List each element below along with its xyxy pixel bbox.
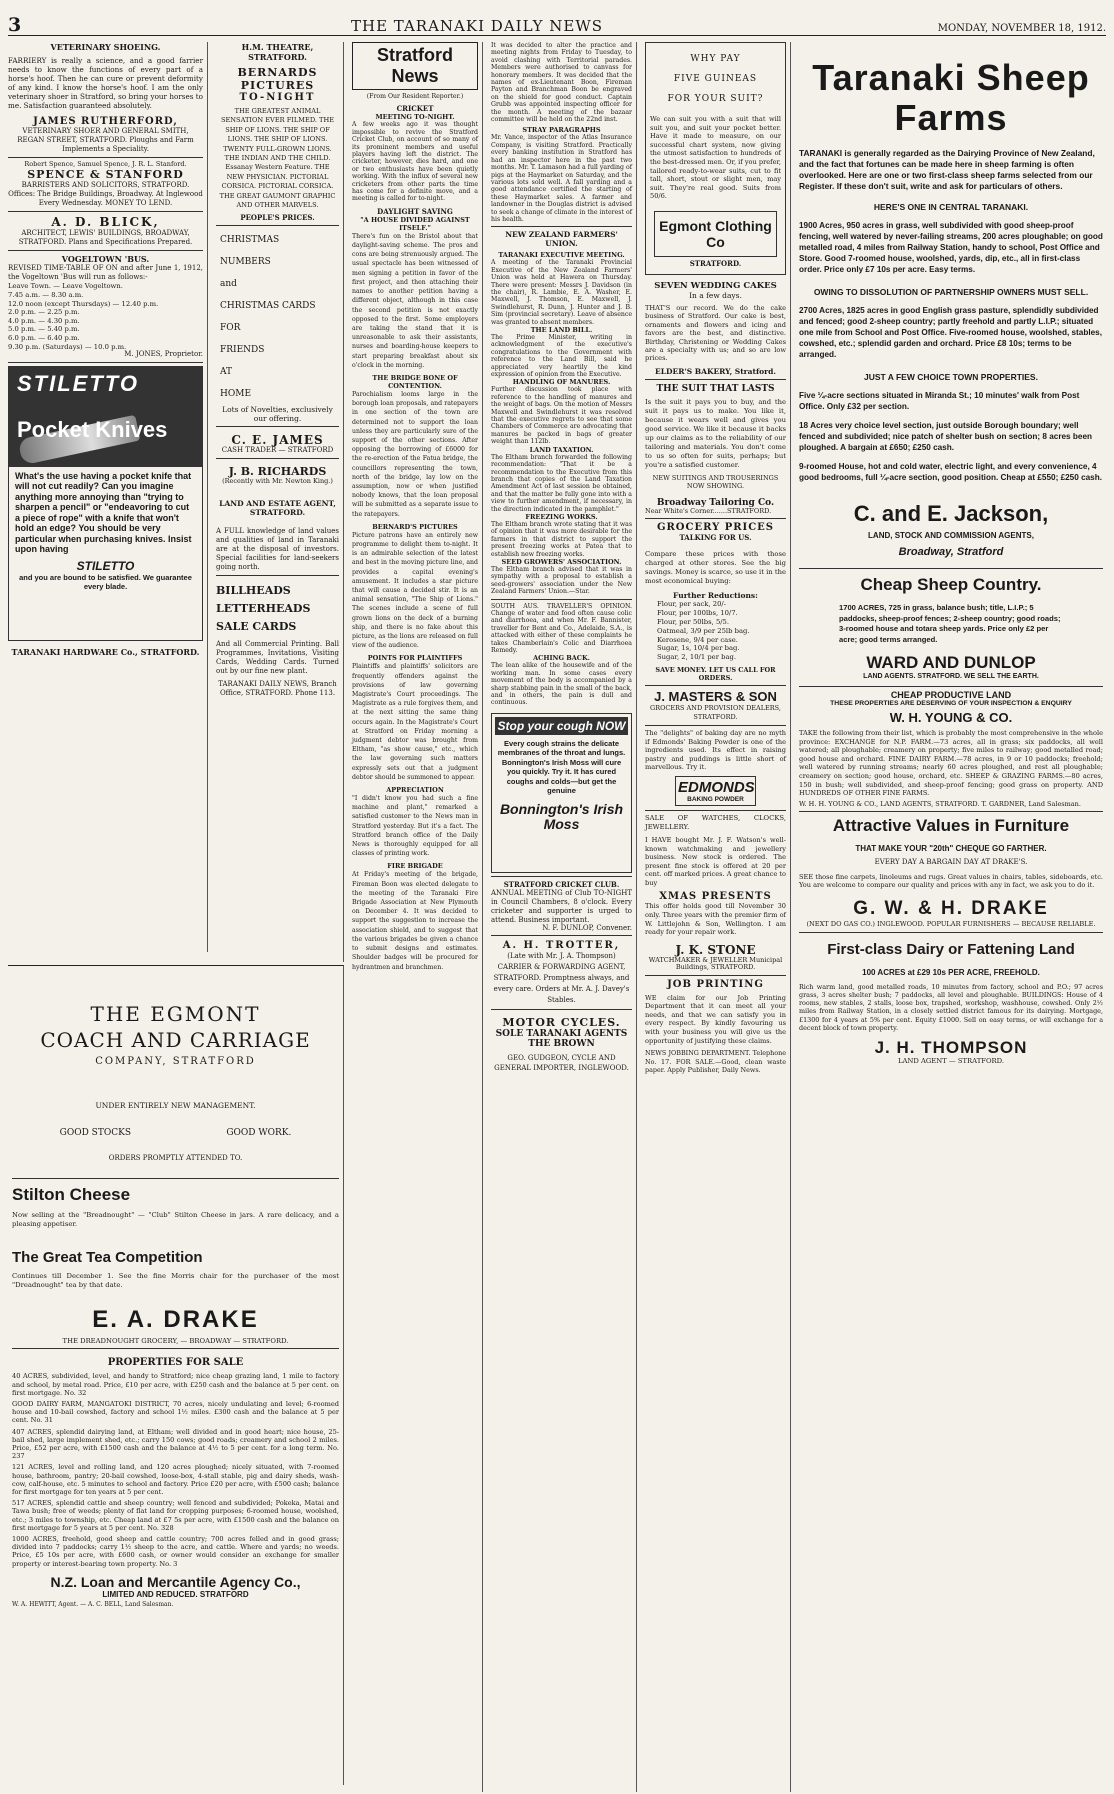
bus-body: REVISED TIME-TABLE OF ON and after June 1, 1912, the Vogeltown 'Bus will run as follows:- [8, 264, 203, 282]
save-money: SAVE MONEY. LET US CALL FOR ORDERS. [655, 665, 776, 682]
cough-heading: Stop your cough NOW [495, 717, 628, 735]
edmonds-sub: BAKING POWDER [687, 795, 744, 803]
town-property: 9-roomed House, hot and cold water, electric light, and every convenience, 4 good bedrooms, full ¼-acre section, good position. Cheap at £550; £250 cash. [799, 462, 1103, 482]
reduction-item: Sugar, 2, 10/1 per bag. [657, 653, 737, 662]
theatre-heading: H.M. THEATRE, STRATFORD. [241, 42, 314, 62]
christmas-footer: Lots of Novelties, exclusively our offering. [222, 405, 333, 424]
bus-time-row: Leave Town. — Leave Vogeltown. [8, 282, 123, 291]
rutherford-name: JAMES RUTHERFORD, [33, 116, 178, 127]
suit-heading [650, 49, 781, 109]
knife-body: What's the use having a pocket knife that will not cut readily? Can you imagine anything more annoying than "trying to sharpen a pencil" or "endeavoring to cut a piece of rope" with a knife that won't hold an edge? You should be very particular when purchasing knives. Insist upon having [15, 470, 192, 555]
landbill-body: The Prime Minister, writing in acknowledgment of the executive's congratulations to the Government with reference to the Land Bill, said he appreciated very heartily the kind expression of opinion from the Executive. [491, 334, 632, 379]
theatre-body: THE GREATEST ANIMAL SENSATION EVER FILMED. THE SHIP OF LIONS. THE SHIP OF LIONS. THE SHIP OF LIONS. TWENTY FULL-GROWN LIONS. THE INDIAN AND THE CHILD. Essanay Western Feature. THE NEW PHYSICIAN. PICTORIAL CORSICA. PICTORIAL CORSICA. THE GREAT GAUMONT GRAPHIC AND OTHER MARVELS. [219, 107, 336, 210]
reduction-item: Sugar, 1s, 10/4 per bag. [657, 644, 740, 653]
stray-heading: STRAY PARAGRAPHS [522, 126, 601, 135]
trotter-name: A. H. TROTTER, [502, 940, 621, 952]
lasts-heading: THE SUIT THAT LASTS [656, 383, 775, 394]
christmas-advertisement [216, 229, 339, 405]
christmas-line: FRIENDS [220, 345, 265, 356]
town-property: 18 Acres very choice level section, just outside Borough boundary; well fenced and subdivided; nice patch of shelter bush on section; 8 acres been ploughed. A bargain at £650; £250 cash. [799, 421, 1092, 452]
christmas-line: CHRISTMAS [220, 235, 280, 246]
furniture-day: EVERY DAY A BARGAIN DAY AT DRAKE'S. [874, 858, 1028, 867]
young-heading: CHEAP PRODUCTIVE LAND [890, 690, 1012, 700]
christmas-line: NUMBERS [220, 257, 271, 268]
stone-name: J. K. STONE [675, 942, 756, 957]
suit-line: WHY PAY [690, 54, 741, 64]
cakes-heading: SEVEN WEDDING CAKES [654, 280, 777, 291]
watches-body: I HAVE bought Mr. J. F. Watson's well-known watchmaking and jewellery business. New stock is ordered. The present fine stock is offered at 20 per cent. off marked prices. A great chance to buy [645, 835, 786, 887]
knife-brand-repeat: STILETTO [76, 558, 135, 573]
stilton-heading: Stilton Cheese [12, 1185, 131, 1204]
dairy-body: Rich warm land, good metalled roads, 10 minutes from factory, school and P.O.; 97 acres grass, 3 acres shelter bush; 7 paddocks, all level and ploughable. BUILDINGS: House of 4 rooms, new stables, 2 stalls, loose box, trapshed, workshop, washhouse, cowshed. Only 2½ miles from Railway Station, in a closely settled district famous for its dairying. Mortgage, £1300 for 4 years at 5% per cent. Equity £1000. Sell on easy terms, or will exchange for a decent block of town property. [799, 982, 1103, 1032]
taxation-body: The Eltham branch forwarded the following recommendation: "That it be a recommendation to the Executive from this branch that copies of the Land Taxation Amendment Act of last session be obtained, and that the matter be fully gone into with a view to further amendment, if necessary, in the direction indicated in the pamphlet." [491, 453, 632, 513]
bridge-body: Parochialism looms large in the borough loan proposals, and ratepayers in one section of the town are determined not to support the loan unless they are particularly sure of the support of the other sections. After opposing the borrowing of £6000 for the re-erection of the Fatua bridge, the councillors representing the town, north of the bridge, lay low on the assumption, now or when justified nobody knows, that the loan proposal will be submitted as a separate issue to the ratepayers. [352, 390, 478, 518]
drake-furnishers-name: G. W. & H. DRAKE [853, 897, 1049, 919]
landbill-heading: THE LAND BILL. [530, 326, 593, 334]
masters-body: GROCERS AND PROVISION DEALERS, STRATFORD. [650, 703, 781, 721]
knife-advertisement [8, 366, 203, 641]
egmont-line2: COACH AND CARRIAGE [40, 1028, 311, 1052]
rutherford-body: VETERINARY SHOER AND GENERAL SMITH, REGAN STREET, STRATFORD. Ploughs and Farm Implements a Speciality. [17, 127, 194, 153]
property-item: 517 ACRES, splendid cattle and sheep country; well fenced and subdivided; Pokeka, Matai and Tawa bush; free of weeds; plenty of flat land for cropping purposes; 6-roomed house, woolshed, etc.; 3 miles to township, etc. Cheap land at £7 5s per acre, with £1500 cash and the balance on first mortgage for 5 years at 5 per cent. No. 328 [12, 1499, 339, 1532]
bus-time-row: 4.0 p.m. — 4.30 p.m. [8, 316, 80, 325]
broadway-place: Near White's Corner.......STRATFORD. [645, 506, 772, 515]
property-item: GOOD DAIRY FARM, MANGATOKI DISTRICT, 70 acres, nicely undulating and level; 6-roomed house and 10-bail cowshed, factory and school 1½ miles. £300 cash and the balance at 5 per cent. No. 31 [12, 1400, 339, 1425]
furniture-heading: Attractive Values in Furniture [832, 816, 1070, 836]
dissolution-body: 2700 Acres, 1825 acres in good English grass pasture, splendidly subdivided and fenced; good 2-sheep country; partly freehold and partly L.I.P.; situated one mile from School and Post Office. Five-roomed house, woolshed, stables, cowshed, etc.; splendid garden and orchard. Price £8 10s; terms to be arranged. [799, 306, 1102, 359]
club-heading: STRATFORD CRICKET CLUB. [503, 879, 620, 889]
bus-time-row: 12.0 noon (except Thursdays) — 12.40 p.m. [8, 299, 159, 308]
christmas-line: AT [220, 367, 233, 378]
dreadnought-drake-body: THE DREADNOUGHT GROCERY, — BROADWAY — STRATFORD. [62, 1337, 289, 1345]
young-sub: THESE PROPERTIES ARE DESERVING OF YOUR INSPECTION & ENQUIRY [830, 700, 1072, 707]
reductions-heading: Further Reductions: [673, 591, 758, 601]
dairy-sub: 100 ACRES at £29 10s PER ACRE, FREEHOLD. [862, 967, 1040, 977]
property-item: 121 ACRES, level and rolling land, and 120 acres ploughed; nicely situated, with 7-roomed house, bathroom, pantry; 20-bail cowshed, loose-box, 4-stall stable, pig and dairy sheds, wash- cow, calf-house, etc. 5 minutes to school and factory. Price £20 per acre, with £500 cash; balance for first mortgage for ten years at 5 per cent. [12, 1463, 339, 1497]
xmas-body: This offer holds good till November 30 only. Three years with the premier firm of W. Littlejohn & Son, Wellington. I am ready for your repair work. [645, 902, 786, 937]
column-1 [8, 42, 208, 952]
edmonds-body: The "delights" of baking day are no myth if Edmonds' Baking Powder is one of the ingredients used. Its effect in raising pastry and puddings is little short of marvellous. Try it. [645, 728, 786, 772]
newspaper-title: THE TARANAKI DAILY NEWS [350, 17, 604, 35]
young-footer: W. H. H. YOUNG & CO., LAND AGENTS, STRATFORD. T. GARDNER, Land Salesman. [799, 799, 1081, 808]
richards-note: (Recently with Mr. Newton King.) [222, 476, 333, 485]
column-3 [348, 42, 483, 1792]
central-body: 1900 Acres, 950 acres in grass, well subdivided with good sheep-proof fencing, well watered by never-failing streams, 200 acres ploughable; on good metalled road, 4 miles from Railway Station, handy to school, Post Office and Store. Good 7-roomed house, woolshed, yards, dip, etc., all in first-class order. Price only £7 10s per acre. Easy terms. [799, 221, 1103, 274]
suit-line: FIVE GUINEAS [673, 74, 758, 84]
job-heading: JOB PRINTING [667, 978, 764, 990]
young-name: W. H. YOUNG & CO. [889, 710, 1013, 725]
printing-office: TARANAKI DAILY NEWS, Branch Office, STRATFORD. Phone 113. [218, 680, 337, 698]
bridge-heading: THE BRIDGE BONE OF CONTENTION. [372, 373, 458, 390]
suit-line: FOR YOUR SUIT? [667, 94, 764, 104]
thompson-body: LAND AGENT — STRATFORD. [897, 1056, 1005, 1065]
column-5 [641, 42, 791, 1792]
page-number: 3 [8, 14, 22, 36]
bus-time-row: 9.30 p.m. (Saturdays) — 10.0 p.m. [8, 342, 127, 351]
bus-time-row: 5.0 p.m. — 5.40 p.m. [8, 325, 80, 334]
egmont-goods [12, 1128, 339, 1138]
drake-furnishers-body: (NEXT DO GAS CO.) INGLEWOOD. POPULAR FURNISHERS — BECAUSE RELIABLE. [806, 919, 1096, 928]
edmonds-logo [675, 776, 756, 806]
printing-line: LETTERHEADS [216, 602, 311, 616]
thompson-name: J. H. THOMPSON [874, 1037, 1028, 1057]
motor-sub: SOLE TARANAKI AGENTS THE BROWN [495, 1029, 628, 1050]
aching-body: The lean alike of the housewife and of the working man. In some cases every movement of the body is accompanied by a sharp stabbing pain in the small of the back, and in others, the pain is dull and continuous. [491, 662, 632, 707]
traveller-body: SOUTH AUS. TRAVELLER'S OPINION. Change of water and food often cause colic and diarrhoea, and when Mr. F. Bannister, traveller for Bent and Co., Adelaide, S.A., is attacked with either of these complaints he takes Chamberlain's Colic and Diarrhoea Remedy. [491, 602, 632, 655]
tea-heading: The Great Tea Competition [12, 1249, 203, 1266]
christmas-line: CHRISTMAS CARDS [220, 301, 316, 312]
club-sign: N. F. DUNLOP, Convener. [542, 923, 632, 932]
egmont-clothing: Egmont Clothing Co [654, 211, 777, 257]
christmas-line: FOR [220, 323, 241, 334]
richards-name: J. B. RICHARDS [228, 464, 327, 478]
central-heading: HERE'S ONE IN CENTRAL TARANAKI. [873, 202, 1029, 212]
town-heading: JUST A FEW CHOICE TOWN PROPERTIES. [864, 372, 1038, 382]
knife-title: Pocket Knives [17, 416, 168, 442]
appreciation-heading: APPRECIATION [386, 786, 444, 795]
suit-advertisement [645, 42, 786, 275]
brigade-heading: FIRE BRIGADE [387, 862, 443, 871]
cough-brand: Bonnington's Irish Moss [499, 800, 624, 832]
dissolution-heading: OWING TO DISSOLUTION OF PARTNERSHIP OWNERS MUST SELL. [813, 287, 1089, 297]
lasts-body: Is the suit it pays you to buy, and the suit it pays us to make. You like it, because it wears well and gives you good service. We like it because it backs up our claims as to the reliability of our tailoring and materials. You don't come to us so often for suits, perhaps; but you're a satisfied customer. [645, 397, 786, 469]
manures-heading: HANDLING OF MANURES. [512, 378, 611, 387]
sheep-farms-title: Taranaki Sheep Farms [812, 57, 1090, 138]
taxation-heading: LAND TAXATION. [529, 445, 594, 454]
printing-line: SALE CARDS [216, 620, 297, 634]
spence-body: BARRISTERS AND SOLICITORS, STRATFORD. Offices: The Bridge Buildings, Broadway. At Inglewood Every Wednesday. MONEY TO LEND. [8, 181, 203, 208]
bernards-heading: BERNARD'S PICTURES [372, 522, 458, 531]
bus-proprietor: M. JONES, Proprietor. [124, 350, 203, 359]
egmont-good2: GOOD WORK. [226, 1128, 292, 1138]
suit-body: We can suit you with a suit that will suit you, and suit your pocket better. Have it made to measure, on our successful chart system, now giving the utmost satisfaction to hundreds of the best-dressed men. Or, if you prefer, tailored ready-to-wear suits, cut to fit tall, short, stout or slight men, may suit. They're real good. Suits from 50/6. [650, 115, 781, 201]
grocery-body: Compare these prices with those charged at other stores. See the big savings. Money is scarce, so use it in the most economical buying: [645, 550, 786, 585]
lasts-new: NEW SUITINGS AND TROUSERINGS NOW SHOWING. [652, 473, 779, 490]
printing-line: BILLHEADS [216, 584, 291, 598]
cakes-sub: In a few days. [689, 290, 742, 300]
christmas-line: and [220, 279, 237, 290]
reduction-item: Flour, per 100lbs, 10/7. [657, 609, 738, 618]
land-heading: LAND AND ESTATE AGENT, STRATFORD. [219, 499, 336, 518]
knife-seller: TARANAKI HARDWARE Co., STRATFORD. [11, 646, 200, 657]
freezing-heading: FREEZING WORKS. [525, 512, 598, 521]
seed-heading: SEED GROWERS' ASSOCIATION. [501, 557, 622, 566]
reduction-item: Oatmeal, 3/9 per 25lb bag. [657, 626, 750, 635]
executive-heading: TARANAKI EXECUTIVE MEETING. [498, 251, 625, 260]
cough-advertisement [491, 713, 632, 873]
properties-list [12, 1372, 339, 1567]
issue-date: MONDAY, NOVEMBER 18, 1912. [937, 23, 1106, 34]
daylight-sub: "A HOUSE DIVIDED AGAINST ITSELF." [360, 215, 470, 232]
egmont-orders: ORDERS PROMPTLY ATTENDED TO. [108, 1154, 243, 1162]
printing-advertisement [216, 582, 339, 636]
cricket-body: A few weeks ago it was thought impossible to revive the Stratford Cricket Club, on account of so many of its prominent members and useful players having left the district. The cricketer, however, dies hard, and one or two enthusiasts have been quietly working. With the influx of several new cricketers from other parts the time has come for a definite move, and a meeting is called for to-night. [352, 121, 478, 203]
cricket-sub: MEETING TO-NIGHT. [375, 113, 455, 122]
column-6 [795, 42, 1107, 1792]
cough-body: Every cough strains the delicate membranes of the throat and lungs. Bonnington's Irish Moss will cure you quickly. Try it. It has cured coughs and colds—but get the genuine [497, 738, 626, 796]
freezing-body: The Eltham branch wrote stating that it was of opinion that it was more desirable for the farmers in that district to support the present freezing works at Patea that to establish new freezing works. [491, 520, 632, 558]
property-item: 407 ACRES, splendid dairying land, at Eltham; well divided and in good heart; nice house, 25-bail shed, large implement shed, etc.; carry 150 cows; good roads; creamery and school 2 miles. Price, £52 per acre, with £1500 cash and the balance at 4½ to 5 per cent. for a long term. No. 237 [12, 1427, 339, 1461]
egmont-good1: GOOD STOCKS [59, 1128, 132, 1138]
jackson-body: LAND, STOCK AND COMMISSION AGENTS, [868, 531, 1034, 540]
column-4 [487, 42, 637, 1792]
seed-body: The Eltham branch advised that it was in sympathy with a proposal to establish a seed-growers' association under the New Zealand Farmers' Union.—Star. [491, 565, 632, 596]
reduction-item: Kerosene, 9/4 per case. [657, 635, 738, 644]
furniture-body: SEE those fine carpets, linoleums and rugs. Great values in chairs, tables, sideboards, etc. You are welcome to compare our quality and prices with any in fact, we ask you to do it. [799, 872, 1103, 890]
brigade-continued: It was decided to alter the practice and meeting nights from Friday to Tuesday, to avoid clashing with Territorial parades. Members were authorised to canvass for honorary members. It was decided that the names of ex-Lieutenant Boon, Fireman Payton and Branchman Boon be engraved on the shield for good conduct. Captain Grubb was appointed inspecting officer for the month. A meeting of the bazaar committee will be held on the 22nd inst. [491, 42, 632, 124]
executive-body: A meeting of the Taranaki Provincial Executive of the New Zealand Farmers' Union was held at Hawera on Thursday. There were present: Messrs J. Davidson (in the chair), R. Lambie, E. A. Washer, E. Maxwell, J. Thomson, E. Maxwell, J. Swindlehurst, R. Dunn, J. Hunter and J. B. Sim (provincial secretary). Leave of absence was granted to absent members. [491, 259, 632, 326]
bus-time-row: 6.0 p.m. — 6.40 p.m. [8, 333, 80, 342]
job-footer: NEWS JOBBING DEPARTMENT. Telephone No. 17. FOR SALE.—Good, clean waste paper. Apply Publisher, Daily News. [645, 1049, 786, 1075]
stratford-news-subtitle: (From Our Resident Reporter.) [366, 93, 464, 100]
knife-banner [9, 367, 202, 467]
points-heading: POINTS FOR PLAINTIFFS [367, 654, 463, 663]
reduction-item: Flour, per sack, 20/- [657, 600, 726, 609]
egmont-place: STRATFORD. [689, 258, 742, 268]
theatre-prices: PEOPLE'S PRICES. [240, 213, 315, 223]
property-item: 1000 ACRES, freehold, good sheep and cattle country; 700 acres felled and in good grass; divided into 7 paddocks; carry 1½ sheep to the acre, and cattle. Where and yards; no weeds. Price, £5 10s per acre, with £600 cash, or owner would consider an exchange for smaller property or interest-bearing town property. No. 3 [12, 1535, 339, 1568]
club-body: ANNUAL MEETING of Club TO-NIGHT in Council Chambers, 8 o'clock. Every cricketer and supporter is urged to attend. Business important. [491, 888, 632, 924]
town-property: Five ¼-acre sections situated in Miranda St.; 10 minutes' walk from Post Office. Only £32 per section. [799, 391, 1080, 411]
egmont-line3: COMPANY, STRATFORD [95, 1056, 256, 1067]
bus-heading: VOGELTOWN 'BUS. [61, 254, 150, 265]
egmont-mgmt: UNDER ENTIRELY NEW MANAGEMENT. [95, 1101, 256, 1110]
town-properties [799, 390, 1103, 483]
theatre-title: BERNARDS PICTURES [237, 66, 318, 92]
dreadnought-drake-name: E. A. DRAKE [92, 1306, 259, 1333]
daylight-heading: DAYLIGHT SAVING [377, 206, 453, 216]
nz-loan-name: N.Z. Loan and Mercantile Agency Co., [50, 1573, 301, 1590]
stratford-news-title: Stratford News [352, 42, 478, 90]
egmont-line1: THE EGMONT [90, 1002, 261, 1026]
cheap-heading: Cheap Sheep Country. [860, 575, 1042, 594]
grocery-sub: TALKING FOR US. [679, 533, 752, 543]
knife-footer: and you are bound to be satisfied. We guarantee every blade. [19, 572, 192, 591]
christmas-line: HOME [220, 389, 252, 400]
reductions-list [645, 600, 786, 662]
motor-heading: MOTOR CYCLES. [502, 1016, 621, 1030]
stilton-body: Now selling at the "Breadnought" — "Club" Stilton Cheese in jars. A rare delicacy, and a pleasing appetiser. [12, 1211, 339, 1228]
daylight-body: There's fun on the Bristol about that daylight-saving scheme. The pros and cons are being strenuously argued. The usual spectacle has been witnessed of men signing a petition in favor of the first project, and then attaching their names to another petition having a different object, although in this case the second petition is not exactly opposed to the first. Some employers are taking the stand that it is unreasonable to ask their assistants, nurses and boarding-house keepers to start preparing breakfast about six o'clock in the morning. [352, 232, 478, 369]
grocery-heading: GROCERY PRICES [656, 522, 775, 534]
sheep-farms-intro: TARANAKI is generally regarded as the Dairying Province of New Zealand, and the fact that fortunes can be made here in sheep farming is often overlooked. Here are one or two first-class sheep farms selected from our Register. If these don't suit, write and ask for particulars of others. [799, 148, 1095, 191]
property-item: 40 ACRES, subdivided, level, and handy to Stratford; nice cheap grazing land, 1 mile to factory and school, by metal road. Price, £10 per acre, with £250 cash and the balance at 5 per cent. on first mortgage. No. 32 [12, 1372, 339, 1397]
stone-body: WATCHMAKER & JEWELLER Municipal Buildings, STRATFORD. [648, 955, 783, 972]
watches-heading: SALE OF WATCHES, CLOCKS, JEWELLERY. [645, 813, 786, 831]
bus-time-row: 7.45 a.m. — 8.30 a.m. [8, 291, 84, 299]
appreciation-body: "I didn't know you had such a fine machine and plant," remarked a satisfied customer to the News man in Stratford yesterday. But it's a fact. The Stratford branch office of the Daily News is thoroughly equipped for all classes of printing work. [352, 795, 478, 858]
job-body: WE claim for our Job Printing Department that it can meet all your needs, and that we can satisfy you in every respect. By kindly favouring us with your business you will give us the opportunity of justifying these claims. [645, 993, 786, 1045]
masthead [8, 14, 1106, 36]
broadway-tailoring: Broadway Tailoring Co. [656, 497, 775, 508]
furniture-sub: THAT MAKE YOUR "20th" CHEQUE GO FARTHER. [855, 844, 1047, 854]
cricket-heading: CRICKET [396, 104, 434, 114]
tea-body: Continues till December 1. See the fine Morris chair for the purchaser of the most "Dreadnought" tea by that date. [12, 1272, 339, 1289]
jackson-place: Broadway, Stratford [898, 546, 1004, 558]
points-body: Plaintiffs and plaintiffs' solicitors are frequently offenders against the provisions of law governing Magistrate's Court proceedings. The Magistrate as a rule forgives them, and at the next sitting the same thing occurs again. In the Magistrate's Court at Stratford on Friday morning a judgment debtor was brought from Eltham, "as show cause," etc., which the law governing such matters expressly sets out that a judgment debtor should be summoned to appear. [352, 663, 478, 781]
brigade-body: At Friday's meeting of the brigade, Fireman Boon was elected delegate to the meeting of the Taranaki Fire Brigade Association at New Plymouth on December 4. It was decided to support the suggestion to increase the association shield, and to suggest that the various brigades be given a chance to submit designs and estimates. Shoulder badges will be procured for hydrantmen and branchmen. [352, 871, 478, 971]
james-body: CASH TRADER — STRATFORD [221, 446, 334, 455]
blick-body: ARCHITECT, LEWIS' BUILDINGS, BROADWAY, STRATFORD. Plans and Specifications Prepared. [18, 229, 193, 247]
properties-heading: PROPERTIES FOR SALE [107, 1357, 244, 1369]
manures-body: Further discussion took place with reference to the handling of manures and the weight of bags. On the motion of Messrs Maxwell and Swindlehurst it was resolved that the executive regrets to see that some Chambers of Commerce are advocating that manures be packed in bags of greater weight than 112lb. [491, 386, 632, 446]
xmas-heading: XMAS PRESENTS [659, 891, 772, 903]
blick-name: A. D. BLICK, [51, 215, 160, 230]
knife-brand: STILETTO [17, 370, 139, 396]
bottom-left-block [8, 965, 344, 1785]
farmers-heading: NEW ZEALAND FARMERS' UNION. [505, 230, 618, 249]
ward-name: WARD AND DUNLOP [866, 653, 1036, 672]
bus-time-row: 2.0 p.m. — 2.25 p.m. [8, 308, 80, 317]
cheap-body: 1700 ACRES, 725 in grass, balance bush; title, L.I.P.; 5 paddocks, sheep-proof fences; 2-sheep country; good roads; 3-roomed house and totara sheep yards. Price only £2 per acre; good terms arranged. [839, 603, 1061, 644]
nz-loan-footer: W. A. HEWITT, Agent. — A. C. BELL, Land Salesman. [12, 1600, 174, 1608]
bernards-body: Picture patrons have an entirely new programme to delight them to-night. It is an admirable selection of the latest and best in the moving picture line, and provides a capital evening's amusement. It includes a star picture that will cause a decided stir. It is an animal sensation, "The Ship of Lions." The scenes include a scene of full grown lions on the deck of a burning ship, and there is no fake about this picture, as the lions are released on full view of the audience. [352, 531, 478, 650]
spence-firm: SPENCE & STANFORD [27, 168, 184, 182]
aching-heading: ACHING BACK. [533, 654, 590, 663]
column-2 [212, 42, 344, 962]
james-name: C. E. JAMES [231, 433, 324, 448]
motor-agent: GEO. GUDGEON, CYCLE AND GENERAL IMPORTER, INGLEWOOD. [494, 1054, 629, 1073]
cakes-body: THAT'S our record. We do the cake business of Stratford. Our cake is best, ornaments and flowers and icing and favors are the best, and distinctive. Birthday, Christening or Wedding Cakes are a specialty with us; and so are low prices. [645, 303, 786, 363]
theatre-when: TO-NIGHT [239, 92, 316, 103]
reduction-item: Flour, per 50lbs, 5/5. [657, 617, 730, 626]
young-body: TAKE the following from their list, which is probably the most comprehensive in the whole province: EXCHANGE for N.P. FARM.—73 acres, all in grass; six paddocks, all well watered; all ploughable; creamery on property; five miles to railway; good metalled road; good house and orchard. FINE DAIRY FARM.—78 acres, in 9 or 10 paddocks; freehold; well watered by running streams; nearly 60 acres ploughed, and rest all ploughable; creamery on section; good house, orchard, etc. SHEEP & GRAZING FARMS.—80 acres, 150 in bush; well subdivided, and sheep-proof fencing; good grass on property. AND HUNDREDS OF OTHER FINE FARMS. [799, 729, 1103, 798]
ward-body: LAND AGENTS. STRATFORD. WE SELL THE EARTH. [863, 673, 1039, 680]
edmonds-brand: EDMONDS [678, 778, 755, 796]
bakery-name: ELDER'S BAKERY, Stratford. [655, 366, 776, 376]
veterinary-heading: VETERINARY SHOEING. [50, 42, 161, 52]
land-body: A FULL knowledge of land values and qualities of land in Taranaki are at the disposal of investors. Special facilities for land-seekers going north. [216, 527, 339, 572]
dairy-heading: First-class Dairy or Fattening Land [827, 940, 1075, 958]
veterinary-body: FARRIERY is really a science, and a good farrier needs to know the functions of every part of a horse's hoof. Then he can cure or prevent deformity of any kind. I know the horse's hoof. I am the only veterinary shoer in Stratford, so bring your horses to me. Satisfaction guaranteed absolutely. [8, 56, 203, 110]
bus-timetable [8, 282, 203, 351]
jackson-name: C. and E. Jackson, [853, 501, 1049, 526]
trotter-body: (Late with Mr. J. A. Thompson) CARRIER & FORWARDING AGENT, STRATFORD. Promptness always, and every care. Orders at Mr. A. J. Davey's Stables. [493, 952, 630, 1005]
stray-body: Mr. Vance, inspector of the Atlas Insurance Company, is visiting Stratford. Practically every banking institution in Stratford has had an inspector here in the past two months. Mr. T. Lamason had a full yarding of pigs at the Haymarket on Saturday, and the various lots sold well. A fall yarding and a good attendance certified the starting of these Haymarket sales. A farmer and landowner in the Douglas district is advised to seek a change of climate in the interest of his health. [491, 134, 632, 223]
masters-name: J. MASTERS & SON [654, 688, 777, 704]
spence-names: Robert Spence, Samuel Spence, J. R. L. Stanford. [24, 160, 187, 168]
printing-body: And all Commercial Printing. Ball Programmes, Invitations, Visiting Cards, Wedding Cards. Turned out by our fine new plant. [216, 640, 339, 676]
nz-loan-sub: LIMITED AND REDUCED. STRATFORD [102, 1589, 249, 1599]
